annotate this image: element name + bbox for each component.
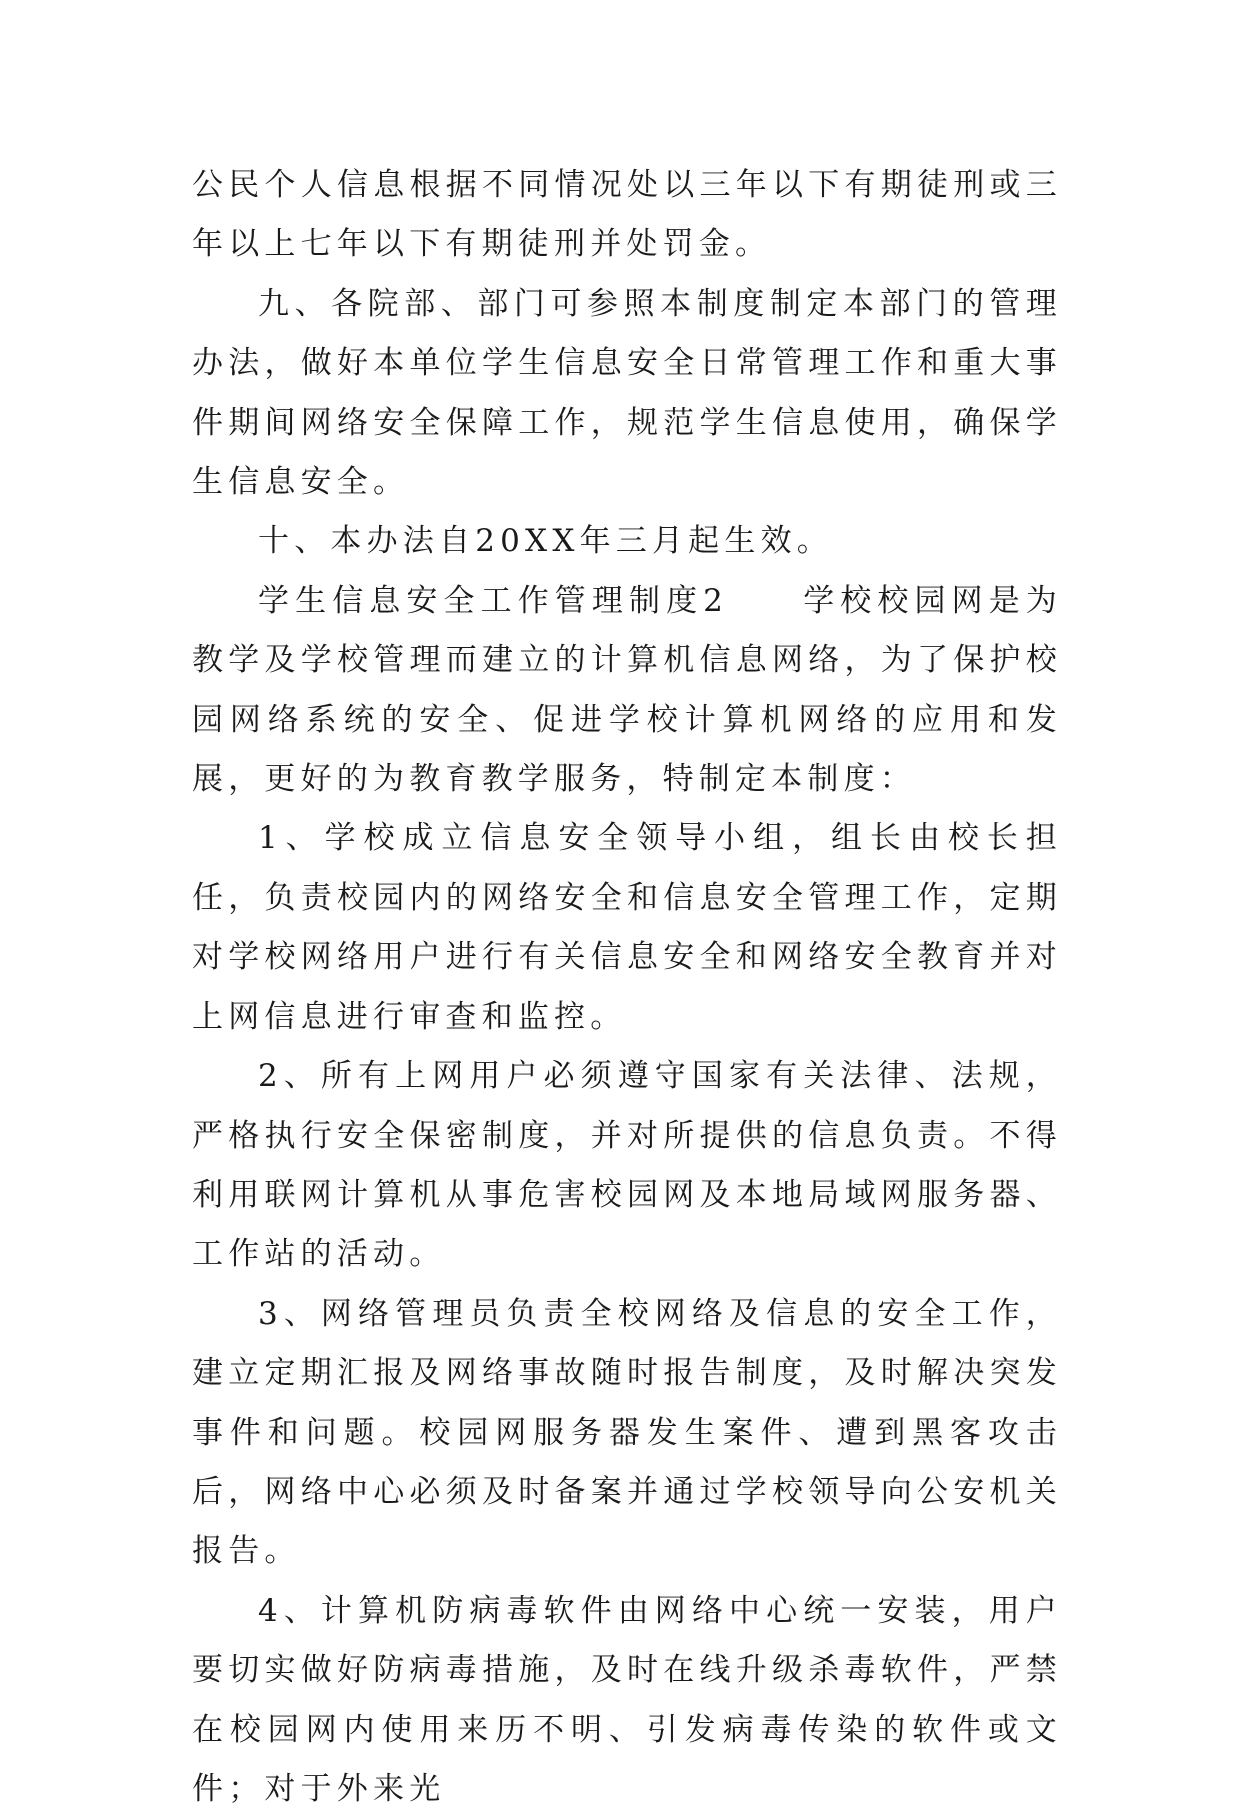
document-body bbox=[192, 156, 1062, 1819]
paragraph-system-2-intro: 学生信息安全工作管理制度2 学校校园网是为教学及学校管理而建立的计算机信息网络，为了保护校园网络系统的安全、促进学校计算机网络的应用和发展，更好的为教育教学服务，特制定本制度： bbox=[192, 582, 1062, 798]
paragraph-item-4: 4、计算机防病毒软件由网络中心统一安装，用户要切实做好防病毒措施，及时在线升级杀毒软件，严禁在校园网内使用来历不明、引发病毒传染的软件或文件；对于外来光 bbox=[192, 1592, 1062, 1807]
paragraph-article-9: 九、各院部、部门可参照本制度制定本部门的管理办法，做好本单位学生信息安全日常管理工作和重大事件期间网络安全保障工作，规范学生信息使用，确保学生信息安全。 bbox=[192, 285, 1062, 501]
paragraph-article-10: 十、本办法自20XX年三月起生效。 bbox=[258, 523, 833, 560]
paragraph-item-1: 1、学校成立信息安全领导小组，组长由校长担任，负责校园内的网络安全和信息安全管理工作，定期对学校网络用户进行有关信息安全和网络安全教育并对上网信息进行审查和监控。 bbox=[192, 820, 1062, 1035]
paragraph-item-2: 2、所有上网用户必须遵守国家有关法律、法规，严格执行安全保密制度，并对所提供的信息负责。不得利用联网计算机从事危害校园网及本地局域网服务器、工作站的活动。 bbox=[192, 1058, 1062, 1273]
paragraph-continuation: 公民个人信息根据不同情况处以三年以下有期徒刑或三年以上七年以下有期徒刑并处罚金。 bbox=[192, 167, 1062, 263]
paragraph-item-3: 3、网络管理员负责全校网络及信息的安全工作，建立定期汇报及网络事故随时报告制度，及时解决突发事件和问题。校园网服务器发生案件、遭到黑客攻击后，网络中心必须及时备案并通过学校领导向公安机关报告。 bbox=[192, 1295, 1062, 1570]
